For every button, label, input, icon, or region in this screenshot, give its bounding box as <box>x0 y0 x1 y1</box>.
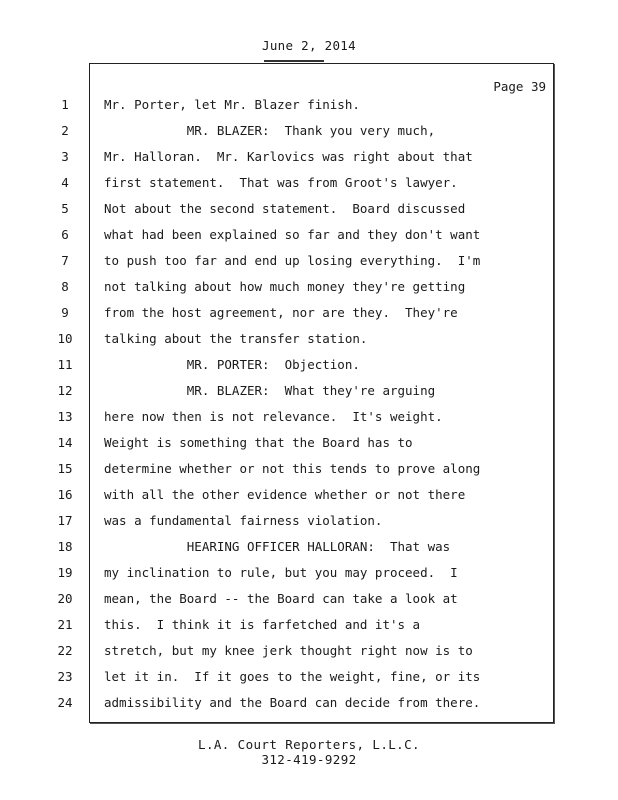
line-number: 19 <box>57 565 73 580</box>
line-text: determine whether or not this tends to prove along <box>104 461 481 476</box>
line-text: first statement. That was from Groot's lawyer. <box>104 175 458 190</box>
line-number: 20 <box>57 591 73 606</box>
line-number: 22 <box>57 643 73 658</box>
transcript-line <box>0 304 618 322</box>
transcript-line <box>0 642 618 660</box>
line-text: HEARING OFFICER HALLORAN: That was <box>104 539 451 554</box>
line-number: 1 <box>61 97 69 112</box>
line-text: from the host agreement, nor are they. They're <box>104 305 458 320</box>
transcript-line <box>0 122 618 140</box>
line-text: with all the other evidence whether or not there <box>104 487 466 502</box>
line-text: was a fundamental fairness violation. <box>104 513 383 528</box>
transcript-line <box>0 148 618 166</box>
line-number: 7 <box>61 253 69 268</box>
transcript-line <box>0 434 618 452</box>
transcript-line <box>0 564 618 582</box>
line-text: Not about the second statement. Board discussed <box>104 201 466 216</box>
line-text: mean, the Board -- the Board can take a look at <box>104 591 458 606</box>
line-number: 11 <box>57 357 73 372</box>
transcript-line <box>0 252 618 270</box>
line-number: 6 <box>61 227 69 242</box>
line-number: 13 <box>57 409 73 424</box>
line-text: let it in. If it goes to the weight, fine, or its <box>104 669 481 684</box>
line-number: 23 <box>57 669 73 684</box>
transcript-line <box>0 330 618 348</box>
line-number: 5 <box>61 201 69 216</box>
line-text: here now then is not relevance. It's weight. <box>104 409 443 424</box>
transcript-line <box>0 512 618 530</box>
line-number: 16 <box>57 487 73 502</box>
line-text: to push too far and end up losing everything. I'm <box>104 253 481 268</box>
transcript-line <box>0 226 618 244</box>
line-text: what had been explained so far and they don't want <box>104 227 481 242</box>
transcript-line <box>0 278 618 296</box>
reporter-company: L.A. Court Reporters, L.L.C. <box>198 737 420 752</box>
line-number: 9 <box>61 305 69 320</box>
line-text: talking about the transfer station. <box>104 331 368 346</box>
transcript-line <box>0 616 618 634</box>
line-number: 18 <box>57 539 73 554</box>
transcript-line <box>0 200 618 218</box>
line-text: MR. BLAZER: Thank you very much, <box>104 123 436 138</box>
line-text: MR. BLAZER: What they're arguing <box>104 383 436 398</box>
line-number: 8 <box>61 279 69 294</box>
transcript-line <box>0 538 618 556</box>
line-number: 2 <box>61 123 69 138</box>
line-number: 15 <box>57 461 73 476</box>
line-number: 17 <box>57 513 73 528</box>
transcript-line <box>0 590 618 608</box>
transcript-line <box>0 382 618 400</box>
transcript-line <box>0 668 618 686</box>
line-text: Mr. Porter, let Mr. Blazer finish. <box>104 97 360 112</box>
transcript-line <box>0 174 618 192</box>
line-number: 10 <box>57 331 73 346</box>
line-text: this. I think it is farfetched and it's a <box>104 617 421 632</box>
line-number: 4 <box>61 175 69 190</box>
line-number: 14 <box>57 435 73 450</box>
line-text: Mr. Halloran. Mr. Karlovics was right about that <box>104 149 473 164</box>
header-divider <box>264 60 324 62</box>
line-text: Weight is something that the Board has to <box>104 435 413 450</box>
line-number: 24 <box>57 695 73 710</box>
transcript-line <box>0 460 618 478</box>
reporter-footer <box>0 737 618 767</box>
line-text: MR. PORTER: Objection. <box>104 357 360 372</box>
line-number: 3 <box>61 149 69 164</box>
transcript-line <box>0 96 618 114</box>
line-number: 12 <box>57 383 73 398</box>
transcript-line <box>0 408 618 426</box>
transcript-line <box>0 486 618 504</box>
line-text: not talking about how much money they're getting <box>104 279 466 294</box>
line-text: my inclination to rule, but you may proceed. I <box>104 565 458 580</box>
transcript-date: June 2, 2014 <box>262 38 356 53</box>
line-text: stretch, but my knee jerk thought right now is to <box>104 643 473 658</box>
page-number: Page 39 <box>493 79 546 94</box>
reporter-phone: 312-419-9292 <box>261 752 357 767</box>
line-number: 21 <box>57 617 73 632</box>
transcript-line <box>0 356 618 374</box>
line-text: admissibility and the Board can decide from there. <box>104 695 481 710</box>
transcript-line <box>0 694 618 712</box>
